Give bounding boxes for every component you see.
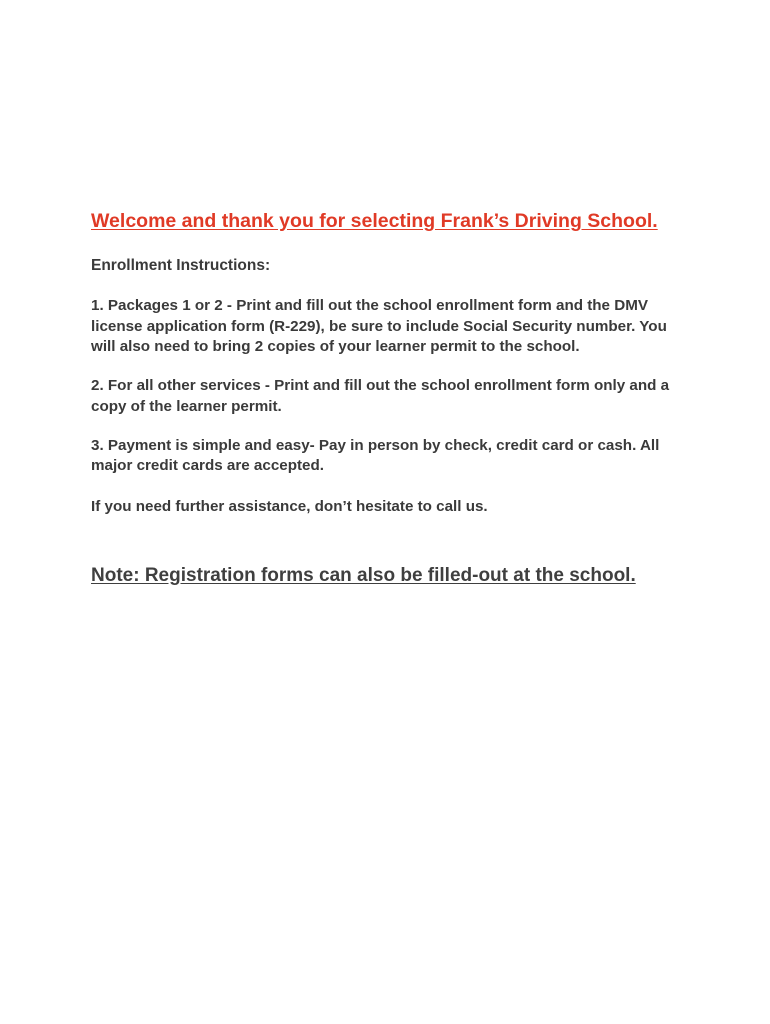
instruction-other-services: 2. For all other services - Print and fill out the school enrollment form only and a copy of the learner permit.	[91, 377, 670, 415]
welcome-title: Welcome and thank you for selecting Frank’s Driving School.	[91, 210, 658, 232]
instruction-packages: 1. Packages 1 or 2 - Print and fill out the school enrollment form and the DMV license application form (R-229), be sure to include Social Security number. You will also need to bring 2 copies of your learner permit to the school.	[91, 297, 667, 356]
assistance-text: If you need further assistance, don’t hesitate to call us.	[91, 497, 488, 515]
registration-note: Note: Registration forms can also be filled-out at the school.	[91, 564, 636, 586]
instruction-payment: 3. Payment is simple and easy- Pay in person by check, credit card or cash. All major credit cards are accepted.	[91, 436, 660, 475]
enrollment-instructions-heading: Enrollment Instructions:	[91, 257, 271, 274]
document-body	[91, 207, 691, 589]
